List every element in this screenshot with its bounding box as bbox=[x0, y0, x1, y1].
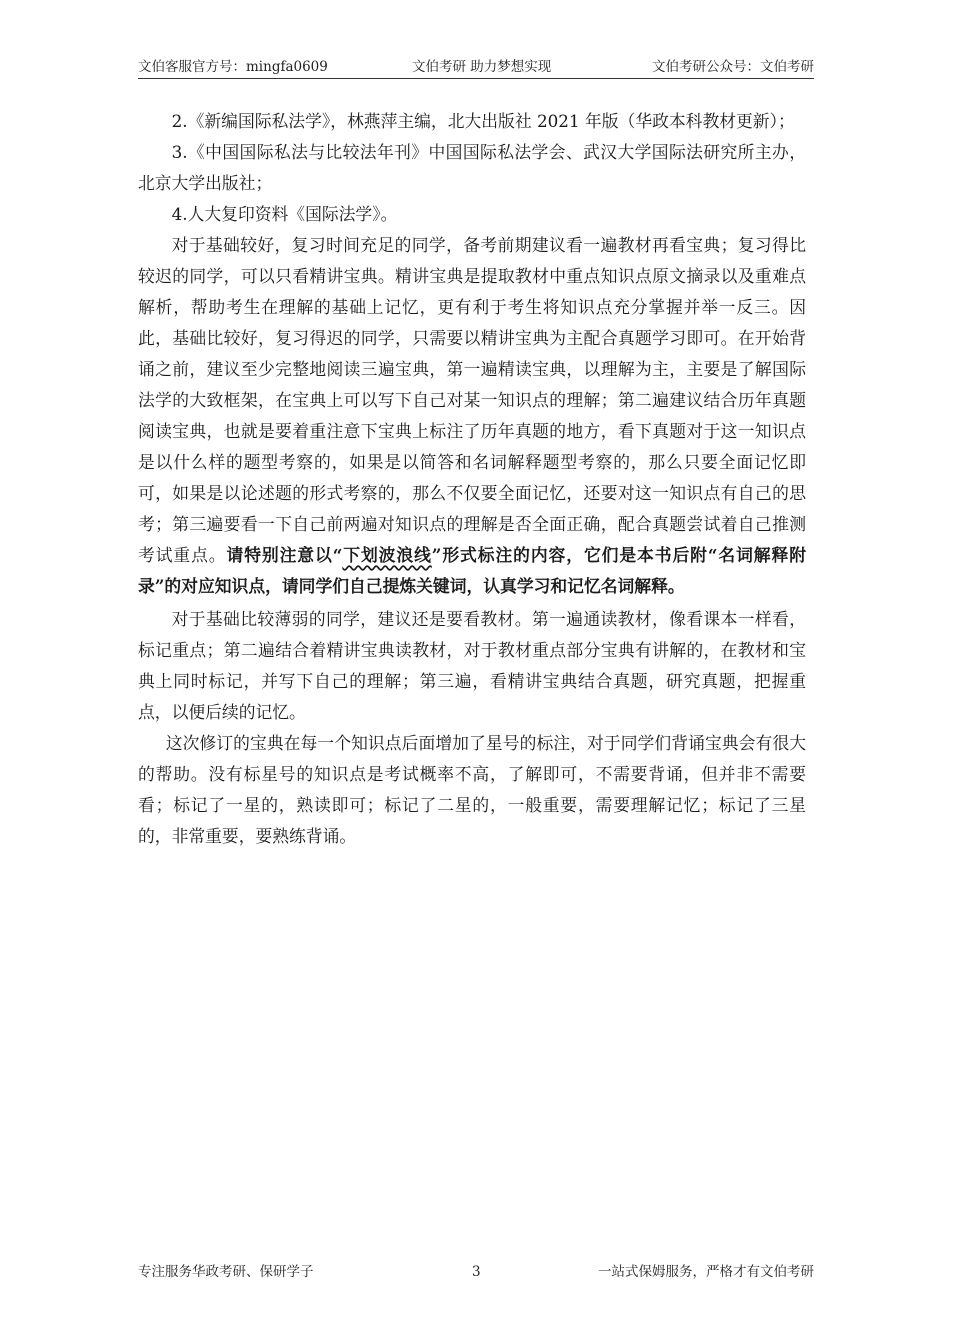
document-body bbox=[138, 106, 806, 852]
reference-item-2: 2.《新编国际私法学》，林燕萍主编，北大出版社 2021 年版（华政本科教材更新）； bbox=[171, 111, 795, 131]
page-header bbox=[138, 58, 814, 79]
header-slogan: 文伯考研 助力梦想实现 bbox=[412, 59, 552, 75]
emphasis-note bbox=[138, 545, 806, 596]
header-official-account: 文伯考研公众号：文伯考研 bbox=[652, 59, 814, 75]
wavy-underline-sample: 下划波浪线 bbox=[342, 545, 432, 565]
emphasis-text-a: 请特别注意以“ bbox=[226, 545, 343, 565]
footer-left-text: 专注服务华政考研、保研学子 bbox=[138, 1264, 314, 1280]
star-rating-explanation: 这次修订的宝典在每一个知识点后面增加了星号的标注，对于同学们背诵宝典会有很大的帮助。没有标星号的知识点是考试概率不高，了解即可，不需要背诵，但并非不需要看；标记了一星的，熟读即可；标记了二星的，一般重要，需要理解记忆；标记了三星的，非常重要，要熟练背诵。 bbox=[138, 733, 806, 846]
reference-item-4: 4.人大复印资料《国际法学》。 bbox=[171, 204, 398, 224]
footer-right-text: 一站式保姆服务，严格才有文伯考研 bbox=[598, 1264, 814, 1280]
emphasis-text-b: ”形式标注的内容，它们是本书后附“名词解释附录”的对应知识点，请同学们自己提炼关键词，认真学习和记忆名词解释。 bbox=[138, 545, 806, 596]
study-advice-weak-foundation: 对于基础比较薄弱的同学，建议还是要看教材。第一遍通读教材，像看课本一样看，标记重点；第二遍结合着精讲宝典读教材，对于教材重点部分宝典有讲解的，在教材和宝典上同时标记，并写下自己的理解；第三遍，看精讲宝典结合真题，研究真题，把握重点，以便后续的记忆。 bbox=[138, 609, 806, 722]
study-advice-strong-foundation bbox=[138, 230, 806, 602]
header-customer-service: 文伯客服官方号：mingfa0609 bbox=[138, 59, 328, 75]
reference-item-3: 3.《中国国际私法与比较法年刊》中国国际私法学会、武汉大学国际法研究所主办，北京大学出版社； bbox=[138, 142, 806, 193]
page-number: 3 bbox=[472, 1264, 481, 1280]
advice-text: 对于基础较好，复习时间充足的同学，备考前期建议看一遍教材再看宝典；复习得比较迟的同学，可以只看精讲宝典。精讲宝典是提取教材中重点知识点原文摘录以及重难点解析，帮助考生在理解的基础上记忆，更有利于考生将知识点充分掌握并举一反三。因此，基础比较好，复习得迟的同学，只需要以精讲宝典为主配合真题学习即可。在开始背诵之前，建议至少完整地阅读三遍宝典，第一遍精读宝典，以理解为主，主要是了解国际法学的大致框架，在宝典上可以写下自己对某一知识点的理解；第二遍建议结合历年真题阅读宝典，也就是要着重注意下宝典上标注了历年真题的地方，看下真题对于这一知识点是以什么样的题型考察的，如果是以简答和名词解释题型考察的，那么只要全面记忆即可，如果是以论述题的形式考察的，那么不仅要全面记忆，还要对这一知识点有自己的思考；第三遍要看一下自己前两遍对知识点的理解是否全面正确，配合真题尝试着自己推测考试重点。 bbox=[138, 235, 806, 565]
